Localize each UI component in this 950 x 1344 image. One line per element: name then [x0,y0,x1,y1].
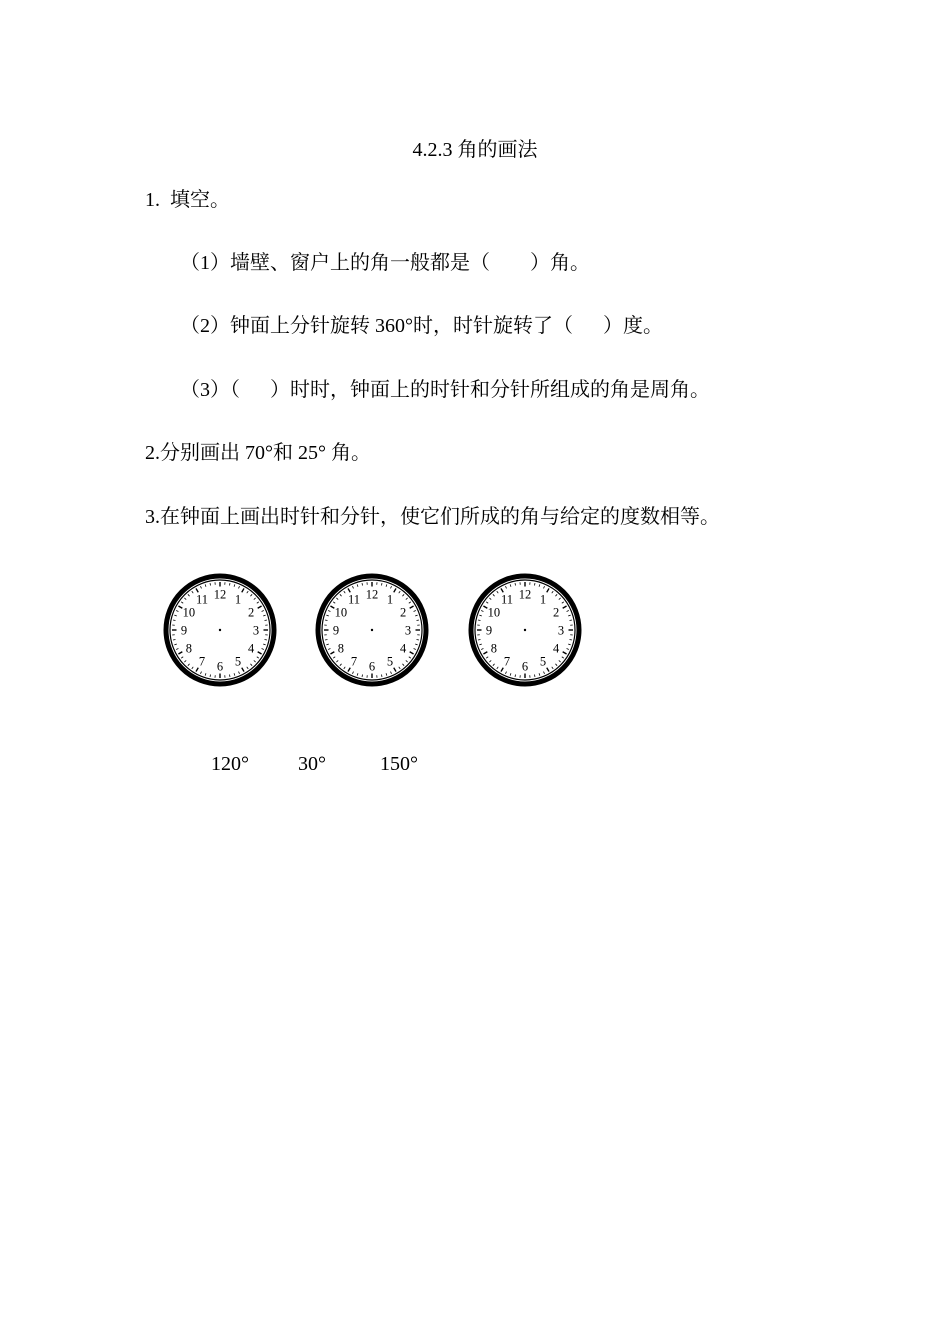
clock-tick [265,620,267,621]
clock-tick [184,660,186,662]
clock-number: 3 [557,623,565,638]
clock-tick [239,672,240,674]
clock-tick [234,673,235,675]
clock-tick [399,591,400,593]
clock-number: 4 [553,641,560,656]
clock-number: 11 [347,592,361,607]
clock-tick [570,639,572,640]
clock-tick [486,602,488,603]
clock-number: 12 [365,587,379,602]
clock-tick [547,588,549,592]
clock-center-dot [524,629,526,631]
clock-tick [510,673,511,675]
clock-tick [340,664,342,666]
clock-tick [515,675,516,677]
clock-tick [330,652,334,654]
clock-number: 6 [368,659,376,674]
clock-tick [192,667,193,669]
clock-tick [534,583,535,585]
clock-tick [381,583,382,585]
clock-tick [258,652,262,654]
clock-tick [489,660,491,662]
clock-tick [479,644,481,645]
clock-number: 9 [332,623,340,638]
clock-tick [336,598,338,600]
clock-tick [333,602,335,603]
clock-tick [200,586,201,588]
clock-tick [263,615,265,616]
clock-number: 11 [195,592,209,607]
clock-tick [381,675,382,677]
clock-tick [562,657,564,658]
clock-tick [265,639,267,640]
clock-tick [478,639,480,640]
clock-tick [188,664,190,666]
clock-tick [406,598,408,600]
clock-number: 2 [248,605,255,620]
clock-tick [417,639,419,640]
clock-tick [402,594,404,596]
clock-tick [510,584,511,586]
clock-tick [176,610,178,611]
clock-tick [391,586,392,588]
clock-tick [415,644,417,645]
clock-number: 1 [386,592,394,607]
clock-number: 7 [503,654,511,669]
clock-tick [399,667,400,669]
clock-tick [552,591,553,593]
clock-tick [505,586,506,588]
clock-tick [205,673,206,675]
question-1-heading: 1. 填空。 [145,189,230,211]
clock-number: 9 [485,623,493,638]
clock-tick [176,649,178,650]
clock-tick [210,675,211,677]
clock-tick [184,598,186,600]
clock-tick [410,606,414,608]
clock-tick [568,644,570,645]
clock-tick [257,602,259,603]
clock-face-2 [314,572,430,688]
clock-tick [178,652,182,654]
clock-tick [505,672,506,674]
clock-number: 5 [386,654,394,669]
clock-number: 4 [400,641,407,656]
clock-tick [362,583,363,585]
clock-tick [547,668,549,672]
clock-number: 8 [185,641,192,656]
clock-tick [181,657,183,658]
clock-tick [415,615,417,616]
clock-tick [173,620,175,621]
clock-tick [254,598,256,600]
clock-face-3 [467,572,583,688]
clock-tick [340,594,342,596]
clock-tick [336,660,338,662]
clock-tick [409,657,411,658]
clock-number: 2 [400,605,407,620]
clock-number: 7 [198,654,206,669]
clock-number: 10 [182,605,196,620]
clock-tick [489,598,491,600]
clock-number: 10 [487,605,501,620]
clock-number: 1 [234,592,242,607]
clock-tick [402,664,404,666]
clock-tick [242,588,244,592]
clock-number: 6 [216,659,224,674]
clock-tick [247,667,248,669]
clock-number: 3 [252,623,260,638]
clock-tick [357,673,358,675]
clock-tick [555,664,557,666]
clock-tick [539,673,540,675]
clock-tick [563,652,567,654]
clock-tick [409,602,411,603]
clock-tick [479,615,481,616]
clock-tick [562,602,564,603]
clock-tick [481,610,483,611]
clock-tick [417,620,419,621]
clock-tick [229,583,230,585]
clock-tick [406,660,408,662]
clock-center-dot [219,629,221,631]
clock-tick [483,652,487,654]
angle-label-3: 150° [380,753,418,775]
clock-tick [174,615,176,616]
clock-number: 1 [539,592,547,607]
clock-tick [326,615,328,616]
clock-tick [357,584,358,586]
clock-tick [486,657,488,658]
page-title: 4.2.3 角的画法 [412,139,538,161]
clock-tick [352,672,353,674]
clock-tick [563,606,567,608]
clock-tick [410,652,414,654]
clock-number: 5 [234,654,242,669]
clock-number: 6 [521,659,529,674]
clock-tick [247,591,248,593]
angle-label-1: 120° [211,753,249,775]
clock-number: 12 [213,587,227,602]
clock-tick [568,615,570,616]
clock-tick [254,660,256,662]
clock-tick [570,620,572,621]
clock-tick [262,610,264,611]
clock-number: 11 [500,592,514,607]
clock-tick [481,649,483,650]
clock-tick [173,639,175,640]
question-1-item-1: （1）墙壁、窗户上的角一般都是（ ）角。 [180,252,590,274]
clock-number: 9 [180,623,188,638]
clock-tick [394,668,396,672]
clock-tick [344,591,345,593]
clock-number: 4 [248,641,255,656]
clock-tick [205,584,206,586]
clock-tick [391,672,392,674]
clock-tick [544,672,545,674]
clock-number: 5 [539,654,547,669]
clock-tick [497,591,498,593]
clock-tick [258,606,262,608]
clock-tick [344,667,345,669]
clock-tick [567,649,569,650]
clock-tick [515,583,516,585]
question-3: 3.在钟面上画出时针和分针，使它们所成的角与给定的度数相等。 [145,506,720,528]
clock-tick [328,610,330,611]
clock-number: 7 [350,654,358,669]
clock-tick [181,602,183,603]
clock-center-dot [371,629,373,631]
clock-tick [263,644,265,645]
clock-tick [414,610,416,611]
clock-tick [328,649,330,650]
clock-tick [555,594,557,596]
clock-tick [559,660,561,662]
clock-tick [326,644,328,645]
clock-tick [362,675,363,677]
clock-tick [534,675,535,677]
clock-tick [493,664,495,666]
clock-tick [493,594,495,596]
clock-tick [333,657,335,658]
clock-tick [352,586,353,588]
clock-tick [242,668,244,672]
clock-tick [250,594,252,596]
clock-tick [200,672,201,674]
clock-tick [239,586,240,588]
clock-tick [478,620,480,621]
clock-tick [234,584,235,586]
clock-number: 2 [553,605,560,620]
clock-tick [174,644,176,645]
question-2: 2.分别画出 70°和 25° 角。 [145,442,371,464]
clock-tick [386,673,387,675]
clock-tick [386,584,387,586]
clock-tick [262,649,264,650]
clock-tick [229,675,230,677]
clock-tick [210,583,211,585]
clock-number: 3 [404,623,412,638]
clock-tick [325,639,327,640]
clock-tick [188,594,190,596]
clock-tick [497,667,498,669]
clock-number: 8 [490,641,497,656]
clock-tick [394,588,396,592]
clock-tick [250,664,252,666]
question-1-item-2: （2）钟面上分针旋转 360°时，时针旋转了（ ）度。 [180,315,663,337]
question-1-item-3: （3）（ ）时时，钟面上的时针和分针所组成的角是周角。 [180,379,710,401]
clock-tick [257,657,259,658]
clock-number: 12 [518,587,532,602]
clock-tick [414,649,416,650]
clock-tick [552,667,553,669]
clock-tick [559,598,561,600]
clock-tick [567,610,569,611]
clock-tick [192,591,193,593]
clock-tick [325,620,327,621]
angle-label-2: 30° [298,753,326,775]
clock-face-1 [162,572,278,688]
clock-tick [539,584,540,586]
clock-number: 8 [337,641,344,656]
clock-number: 10 [334,605,348,620]
clock-tick [544,586,545,588]
